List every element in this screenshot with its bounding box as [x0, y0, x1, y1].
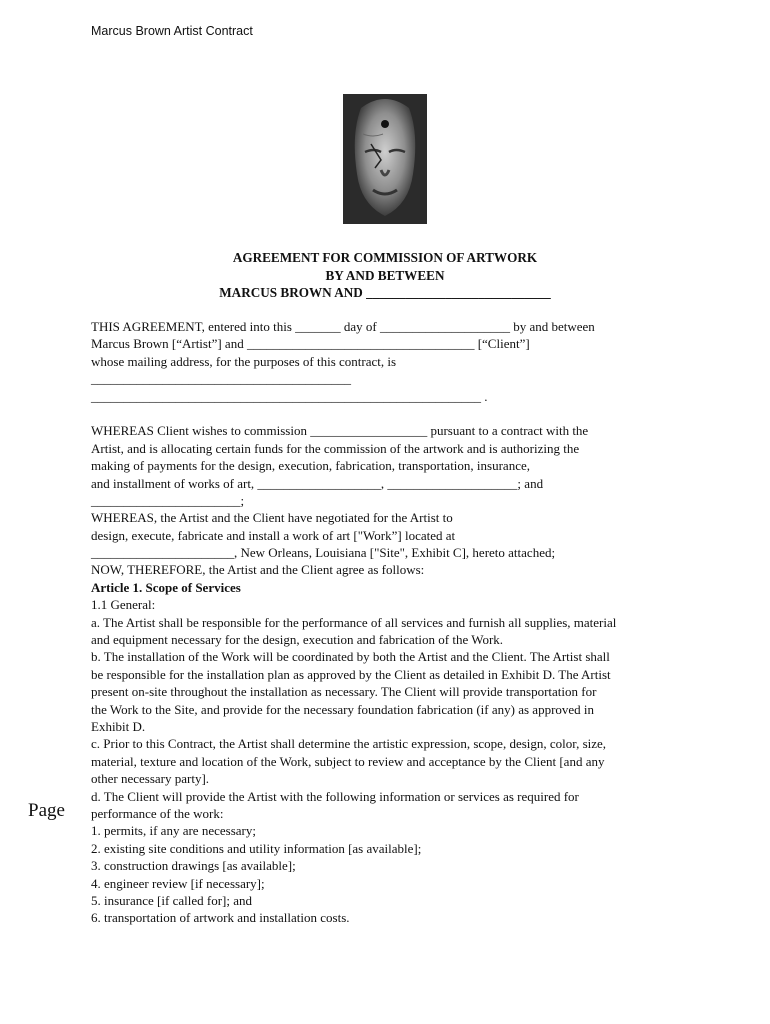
contract-body [91, 318, 691, 927]
text-line: Marcus Brown [“Artist”] and ___________________________________ [“Client”] [91, 336, 530, 352]
text-line: d. The Client will provide the Artist with the following information or services as required for [91, 788, 579, 804]
text-line: THIS AGREEMENT, entered into this _______ day of ____________________ by and between [91, 319, 595, 334]
text-line: a. The Artist shall be responsible for the performance of all services and furnish all supplies, material [91, 614, 617, 630]
list-item: 2. existing site conditions and utility information [as available]; [91, 840, 422, 856]
text-line: the Work to the Site, and provide for the necessary foundation fabrication (if any) as approved in [91, 701, 595, 717]
text-line: material, texture and location of the Work, subject to review and acceptance by the Client [and any [91, 753, 605, 769]
text-line: Exhibit D. [91, 718, 146, 734]
text-line: design, execute, fabricate and install a work of art ["Work”] located at [91, 527, 456, 543]
title-line: AGREEMENT FOR COMMISSION OF ARTWORK [232, 250, 538, 265]
text-line: ____________________________________________________________ . [91, 388, 488, 404]
text-line: WHEREAS Client wishes to commission __________________ pursuant to a contract with the [91, 423, 589, 439]
list-item: 3. construction drawings [as available]; [91, 858, 296, 874]
list-item: 6. transportation of artwork and installation costs. [91, 910, 350, 926]
article-heading: Article 1. Scope of Services [91, 579, 241, 595]
text-line: whose mailing address, for the purposes of this contract, is [91, 353, 397, 369]
text-line: and installment of works of art, ___________________, ____________________; and [91, 475, 544, 491]
list-item: 1. permits, if any are necessary; [91, 823, 256, 839]
text-line: ________________________________________ [91, 371, 351, 387]
text-line: and equipment necessary for the design, execution and fabrication of the Work. [91, 632, 504, 648]
text-line: making of payments for the design, execution, fabrication, transportation, insurance, [91, 458, 530, 474]
text-line: 1.1 General: [91, 597, 156, 613]
text-line: present on-site throughout the installation as necessary. The Client will provide transportation for [91, 684, 597, 700]
text-line: b. The installation of the Work will be coordinated by both the Artist and the Client. The Artist shall [91, 649, 610, 665]
text-line: other necessary party]. [91, 771, 210, 787]
agreement-title-block [90, 249, 680, 302]
document-header: Marcus Brown Artist Contract [91, 24, 253, 38]
text-line: be responsible for the installation plan as approved by the Client as detailed in Exhibit D. The Artist [91, 666, 611, 682]
text-line: c. Prior to this Contract, the Artist shall determine the artistic expression, scope, design, color, size, [91, 736, 607, 752]
text-line: Artist, and is allocating certain funds for the commission of the artwork and is authorizing the [91, 440, 580, 456]
title-line: MARCUS BROWN AND ____________________________ [219, 285, 551, 300]
text-line: ______________________, New Orleans, Louisiana ["Site", Exhibit C], hereto attached; [91, 545, 556, 561]
artwork-photo [343, 94, 427, 224]
text-line: _______________________; [91, 492, 245, 508]
page-label: Page [28, 800, 65, 821]
text-line: performance of the work: [91, 805, 224, 821]
text-line: NOW, THEREFORE, the Artist and the Client agree as follows: [91, 562, 425, 578]
list-item: 4. engineer review [if necessary]; [91, 875, 265, 891]
text-line: WHEREAS, the Artist and the Client have negotiated for the Artist to [91, 510, 453, 526]
list-item: 5. insurance [if called for]; and [91, 892, 252, 908]
title-line: BY AND BETWEEN [325, 267, 445, 283]
